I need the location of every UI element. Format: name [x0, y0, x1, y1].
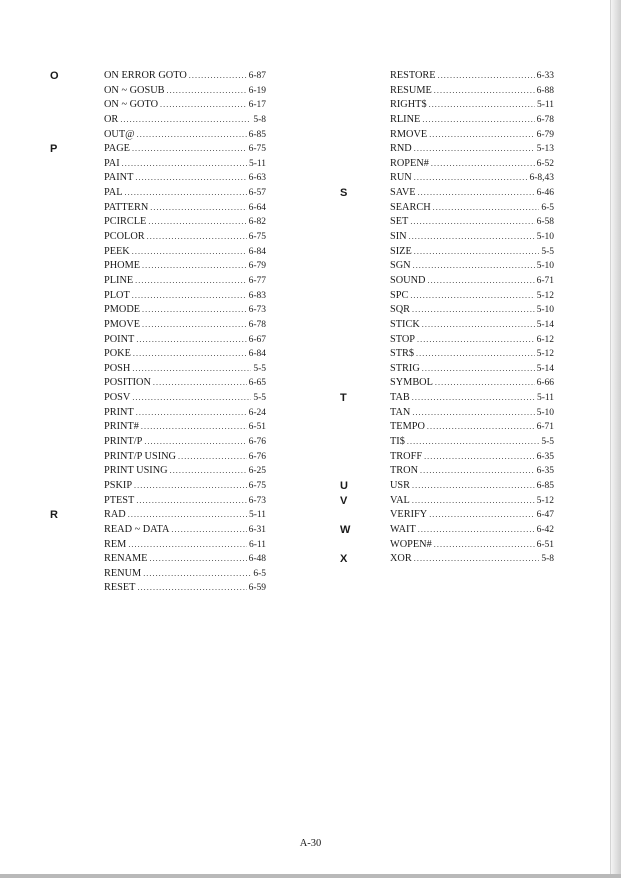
page-reference: 6-51	[248, 422, 266, 433]
index-entry-line	[390, 84, 554, 99]
dot-leader	[422, 362, 535, 377]
dot-leader	[144, 435, 246, 450]
page-reference: 6-25	[248, 466, 266, 477]
index-entry-line	[104, 318, 266, 333]
index-entry-line	[390, 494, 554, 509]
index-term: ON ~ GOSUB	[104, 84, 165, 96]
dot-leader	[418, 523, 535, 538]
dot-leader	[416, 347, 535, 362]
index-entry-line	[390, 259, 554, 274]
dot-leader	[427, 420, 535, 435]
index-entry-line	[104, 406, 266, 421]
dot-leader	[141, 420, 247, 435]
index-term: PAL	[104, 187, 123, 199]
page-reference: 6-59	[248, 583, 266, 594]
index-entry-line	[104, 157, 266, 172]
section-letter: X	[340, 553, 348, 566]
dot-leader	[160, 98, 247, 113]
index-entry-line	[390, 69, 554, 84]
dot-leader	[434, 538, 535, 553]
index-term: ON ERROR GOTO	[104, 70, 187, 81]
dot-leader	[150, 201, 246, 216]
dot-leader	[429, 128, 534, 143]
page-reference: 6-84	[248, 349, 266, 360]
page-reference: 5-14	[536, 319, 554, 330]
page-reference: 5-10	[536, 232, 554, 243]
index-term: SET	[390, 216, 409, 228]
page-reference: 6-67	[248, 334, 266, 345]
page-reference: 5-12	[536, 349, 554, 360]
index-entry-line	[104, 113, 266, 128]
index-entry-line	[390, 289, 554, 304]
section-letter: T	[340, 392, 347, 405]
index-entry-line	[104, 274, 266, 289]
dot-leader	[170, 464, 247, 479]
dot-leader	[418, 186, 535, 201]
dot-leader	[189, 69, 247, 84]
page-reference: 6-65	[248, 378, 266, 389]
index-entry-line	[390, 230, 554, 245]
dot-leader	[412, 479, 535, 494]
dot-leader	[438, 69, 535, 84]
index-term: PSKIP	[104, 479, 133, 491]
page-reference: 6-66	[536, 378, 554, 389]
index-term: RENAME	[104, 553, 148, 565]
dot-leader	[137, 128, 247, 143]
dot-leader	[410, 289, 534, 304]
index-term: XOR	[390, 553, 412, 565]
page-reference: 6-52	[536, 158, 554, 169]
index-term: POSITION	[104, 377, 151, 389]
dot-leader	[132, 391, 251, 406]
dot-leader	[410, 215, 534, 230]
page-reference: 6-5	[253, 568, 266, 579]
page-reference: 6-76	[248, 451, 266, 462]
index-term: TI$	[390, 436, 405, 448]
dot-leader	[136, 494, 246, 509]
index-entry-line	[104, 376, 266, 391]
page-reference: 6-85	[536, 480, 554, 491]
page-reference: 6-24	[248, 407, 266, 418]
page-reference: 6-51	[536, 539, 554, 550]
dot-leader	[128, 508, 247, 523]
dot-leader	[424, 450, 535, 465]
index-entry-line	[104, 435, 266, 450]
index-term: OUT@	[104, 128, 135, 140]
dot-leader	[132, 362, 251, 377]
index-entry-line	[104, 333, 266, 348]
page-reference: 6-82	[248, 217, 266, 228]
dot-leader	[429, 508, 534, 523]
index-entry-line	[104, 494, 266, 509]
page-reference: 6-75	[248, 480, 266, 491]
page-reference: 6-48	[248, 554, 266, 565]
page-reference: 5-8	[541, 554, 554, 565]
section-letter: S	[340, 187, 348, 200]
index-term: TAN	[390, 406, 411, 418]
index-term: ROPEN#	[390, 157, 429, 169]
page-reference: 6-79	[536, 129, 554, 140]
dot-leader	[125, 186, 247, 201]
index-term: SYMBOL	[390, 377, 433, 389]
index-entry-line	[104, 567, 266, 582]
index-entry-line	[104, 464, 266, 479]
dot-leader	[412, 406, 534, 421]
index-term: PTEST	[104, 494, 135, 506]
index-entry-line	[104, 171, 266, 186]
index-term: RND	[390, 143, 412, 155]
index-term: RMOVE	[390, 128, 428, 140]
dot-leader	[414, 171, 528, 186]
page-number: A-30	[299, 838, 322, 849]
index-term: READ ~ DATA	[104, 523, 170, 535]
index-term: STOP	[390, 333, 415, 345]
index-entry-line	[104, 84, 266, 99]
dot-leader	[120, 113, 251, 128]
index-entry-line	[104, 508, 266, 523]
index-term: PAINT	[104, 172, 134, 184]
index-term: SGN	[390, 260, 411, 272]
page-edge-shadow	[610, 0, 621, 878]
index-entry-line	[390, 245, 554, 260]
page-reference: 6-63	[248, 173, 266, 184]
dot-leader	[136, 333, 246, 348]
index-term: PRINT	[104, 406, 134, 418]
page-reference: 5-11	[536, 393, 554, 404]
page-reference: 6-35	[536, 466, 554, 477]
dot-leader	[409, 230, 535, 245]
dot-leader	[412, 303, 535, 318]
page-reference: 6-88	[536, 85, 554, 96]
index-entry-line	[104, 362, 266, 377]
dot-leader	[413, 259, 535, 274]
index-term: PMODE	[104, 304, 141, 316]
index-term: PRINT/P	[104, 436, 143, 448]
page-reference: 5-11	[248, 158, 266, 169]
index-entry-line	[104, 186, 266, 201]
page-reference: 6-76	[248, 437, 266, 448]
index-term: SEARCH	[390, 201, 431, 213]
index-term: RAD	[104, 509, 126, 521]
index-term: VERIFY	[390, 509, 428, 521]
index-term: PRINT USING	[104, 465, 168, 477]
page-reference: 6-85	[248, 129, 266, 140]
dot-leader	[132, 245, 247, 260]
index-entry-line	[390, 142, 554, 157]
dot-leader	[422, 318, 535, 333]
dot-leader	[412, 391, 535, 406]
page-bottom-edge	[0, 874, 621, 878]
index-entry-line	[390, 98, 554, 113]
dot-leader	[128, 538, 247, 553]
index-entry-line	[390, 171, 554, 186]
page-reference: 6-12	[536, 334, 554, 345]
index-entry-line	[390, 347, 554, 362]
index-term: USR	[390, 479, 411, 491]
index-entry-line	[104, 347, 266, 362]
dot-leader	[429, 98, 535, 113]
index-term: POSH	[104, 362, 131, 374]
index-term: PRINT/P USING	[104, 450, 176, 462]
index-entry-line	[104, 259, 266, 274]
index-term: PLINE	[104, 274, 134, 286]
page-reference: 6-84	[248, 246, 266, 257]
index-entry-line	[390, 274, 554, 289]
page-reference: 5-10	[536, 261, 554, 272]
index-term: RUN	[390, 172, 412, 184]
page-reference: 5-13	[536, 144, 554, 155]
page-reference: 6-83	[248, 290, 266, 301]
index-term: PLOT	[104, 289, 130, 301]
page-reference: 5-11	[248, 510, 266, 521]
page-reference: 5-11	[536, 100, 554, 111]
index-entry-line	[390, 303, 554, 318]
dot-leader	[407, 435, 539, 450]
index-term: PCIRCLE	[104, 216, 147, 228]
index-entry-line	[104, 303, 266, 318]
dot-leader	[153, 376, 247, 391]
index-term: WOPEN#	[390, 538, 432, 550]
index-term: SIN	[390, 231, 407, 243]
dot-leader	[431, 157, 535, 172]
index-entry-line	[390, 333, 554, 348]
index-term: POSV	[104, 392, 131, 404]
page-reference: 6-73	[248, 305, 266, 316]
page-reference: 5-12	[536, 290, 554, 301]
page-reference: 6-31	[248, 524, 266, 535]
index-entry-line	[104, 69, 266, 84]
page-reference: 5-8	[253, 114, 266, 125]
page-reference: 6-11	[248, 539, 266, 550]
page-reference: 6-58	[536, 217, 554, 228]
dot-leader	[135, 171, 246, 186]
index-term: TROFF	[390, 450, 423, 462]
index-entry-line	[104, 479, 266, 494]
dot-leader	[149, 552, 246, 567]
index-term: RIGHT$	[390, 99, 427, 111]
index-entry-line	[390, 201, 554, 216]
page-reference: 5-5	[541, 246, 554, 257]
index-term: PHOME	[104, 260, 141, 272]
page-reference: 6-78	[248, 319, 266, 330]
page-reference: 6-46	[536, 188, 554, 199]
dot-leader	[134, 479, 247, 494]
index-term: PRINT#	[104, 421, 139, 433]
page-reference: 5-12	[536, 495, 554, 506]
index-entry-line	[104, 230, 266, 245]
page-reference: 6-19	[248, 85, 266, 96]
index-entry-line	[104, 523, 266, 538]
index-entry-line	[104, 420, 266, 435]
index-term: STR$	[390, 348, 415, 360]
index-term: TRON	[390, 465, 419, 477]
page-reference: 6-77	[248, 275, 266, 286]
dot-leader	[414, 245, 540, 260]
dot-leader	[142, 303, 247, 318]
index-entry-line	[390, 186, 554, 201]
page-reference: 5-5	[541, 437, 554, 448]
section-letter: V	[340, 494, 348, 507]
index-entry-line	[104, 538, 266, 553]
page-reference: 6-5	[541, 202, 554, 213]
index-term: RESUME	[390, 84, 432, 96]
page-reference: 6-71	[536, 422, 554, 433]
index-term: STRIG	[390, 362, 420, 374]
index-term: PEEK	[104, 245, 130, 257]
index-term: PAGE	[104, 143, 130, 155]
dot-leader	[171, 523, 246, 538]
index-entry-line	[390, 113, 554, 128]
page-reference: 6-8,43	[529, 173, 554, 184]
page-reference: 6-71	[536, 275, 554, 286]
index-term: STICK	[390, 318, 420, 330]
index-entry-line	[390, 435, 554, 450]
index-entry-line	[390, 479, 554, 494]
section-letter: U	[340, 479, 348, 492]
index-term: SOUND	[390, 274, 426, 286]
dot-leader	[167, 84, 247, 99]
index-entry-line	[390, 362, 554, 377]
page-reference: 6-75	[248, 144, 266, 155]
index-entry-line	[390, 450, 554, 465]
index-entry-line	[390, 508, 554, 523]
index-entry-line	[104, 245, 266, 260]
index-term: OR	[104, 113, 119, 125]
index-term: PCOLOR	[104, 231, 145, 243]
dot-leader	[132, 142, 247, 157]
index-entry-line	[104, 215, 266, 230]
index-entry-line	[104, 581, 266, 596]
section-letter: O	[50, 70, 59, 82]
index-term: RESTORE	[390, 70, 436, 81]
index-entry-line	[390, 523, 554, 538]
dot-leader	[435, 376, 535, 391]
dot-leader	[135, 274, 246, 289]
page-reference: 6-75	[248, 232, 266, 243]
dot-leader	[427, 274, 534, 289]
index-term: RLINE	[390, 113, 421, 125]
page-reference: 5-10	[536, 407, 554, 418]
section-letter: W	[340, 523, 351, 536]
index-entry-line	[390, 318, 554, 333]
index-term: SAVE	[390, 187, 416, 199]
page-reference: 6-64	[248, 202, 266, 213]
index-entry-line	[104, 450, 266, 465]
page-reference: 6-87	[248, 71, 266, 81]
dot-leader	[148, 215, 246, 230]
index-entry-line	[390, 420, 554, 435]
page-reference: 6-47	[536, 510, 554, 521]
page-reference: 5-5	[253, 393, 266, 404]
index-entry-line	[390, 406, 554, 421]
dot-leader	[133, 347, 247, 362]
page-reference: 6-33	[536, 71, 554, 81]
dot-leader	[414, 142, 535, 157]
page-reference: 6-78	[536, 114, 554, 125]
page-reference: 6-73	[248, 495, 266, 506]
index-entry-line	[390, 215, 554, 230]
section-letter: R	[50, 509, 58, 522]
index-term: REM	[104, 538, 127, 550]
dot-leader	[417, 333, 535, 348]
dot-leader	[434, 84, 535, 99]
page-reference: 5-5	[253, 363, 266, 374]
index-term: SQR	[390, 304, 411, 316]
section-letter: P	[50, 143, 58, 156]
index-term: ON ~ GOTO	[104, 99, 159, 111]
index-entry-line	[104, 289, 266, 304]
index-term: POKE	[104, 348, 131, 360]
index-term: RESET	[104, 582, 136, 594]
dot-leader	[433, 201, 540, 216]
index-term: WAIT	[390, 523, 416, 535]
page-reference: 6-42	[536, 524, 554, 535]
index-entry-line	[390, 464, 554, 479]
dot-leader	[136, 406, 247, 421]
dot-leader	[178, 450, 247, 465]
index-term: RENUM	[104, 567, 142, 579]
index-entry-line	[104, 552, 266, 567]
index-entry-line	[390, 128, 554, 143]
page-reference: 6-17	[248, 100, 266, 111]
index-term: TAB	[390, 392, 410, 404]
index-entry-line	[390, 391, 554, 406]
page-reference: 6-35	[536, 451, 554, 462]
dot-leader	[142, 259, 247, 274]
dot-leader	[137, 581, 246, 596]
page-reference: 6-79	[248, 261, 266, 272]
page-reference: 5-10	[536, 305, 554, 316]
index-term: PMOVE	[104, 318, 141, 330]
index-entry-line	[390, 157, 554, 172]
index-term: TEMPO	[390, 421, 425, 433]
page-reference: 6-57	[248, 188, 266, 199]
index-term: PATTERN	[104, 201, 149, 213]
index-entry-line	[104, 98, 266, 113]
dot-leader	[414, 552, 540, 567]
index-entry-line	[390, 538, 554, 553]
dot-leader	[412, 494, 535, 509]
index-entry-line	[104, 128, 266, 143]
index-term: SIZE	[390, 245, 412, 257]
index-entry-line	[390, 552, 554, 567]
dot-leader	[420, 464, 535, 479]
index-entry-line	[104, 391, 266, 406]
index-entry-line	[104, 201, 266, 216]
index-term: POINT	[104, 333, 135, 345]
dot-leader	[147, 230, 247, 245]
dot-leader	[122, 157, 247, 172]
dot-leader	[132, 289, 247, 304]
dot-leader	[422, 113, 534, 128]
index-term: VAL	[390, 494, 410, 506]
index-term: SPC	[390, 289, 409, 301]
dot-leader	[142, 318, 247, 333]
index-entry-line	[104, 142, 266, 157]
index-term: PAI	[104, 157, 120, 169]
dot-leader	[143, 567, 251, 582]
index-entry-line	[390, 376, 554, 391]
page-reference: 5-14	[536, 363, 554, 374]
